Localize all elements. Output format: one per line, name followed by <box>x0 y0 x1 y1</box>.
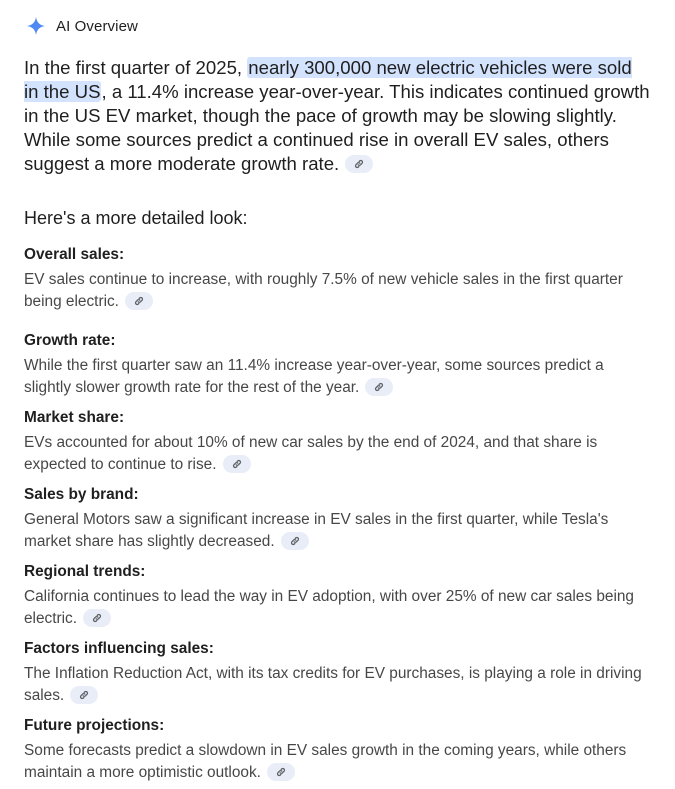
section-title: Market share: <box>24 409 125 426</box>
link-icon <box>276 767 286 777</box>
section-regional-trends <box>24 561 651 630</box>
section-body: General Motors saw a significant increase in EV sales in the first quarter, while Tesla's market share has slightly decreased. <box>24 511 609 550</box>
intro-highlight[interactable]: nearly 300,000 new electric vehicles were sold in the US <box>24 57 632 102</box>
source-link-button[interactable] <box>281 532 309 550</box>
intro-paragraph <box>24 56 651 176</box>
section-body: EV sales continue to increase, with roughly 7.5% of new vehicle sales in the first quarter being electric. <box>24 271 623 310</box>
link-icon <box>92 613 102 623</box>
link-icon <box>290 536 300 546</box>
section-body: While the first quarter saw an 11.4% increase year-over-year, some sources predict a slightly slower growth rate for the rest of the year. <box>24 357 604 396</box>
ai-overview-header <box>24 0 651 52</box>
link-icon <box>232 459 242 469</box>
section-title: Sales by brand: <box>24 486 139 503</box>
source-link-button[interactable] <box>365 378 393 396</box>
detail-heading: Here's a more detailed look: <box>24 208 248 228</box>
source-link-button[interactable] <box>70 686 98 704</box>
source-link-button[interactable] <box>223 455 251 473</box>
link-icon <box>134 296 144 306</box>
section-body: Some forecasts predict a slowdown in EV sales growth in the coming years, while others maintain a more optimistic outlook. <box>24 742 627 781</box>
intro-text-after: , a 11.4% increase year-over-year. This indicates continued growth in the US EV market, though the pace of growth may be slowing slightly. While some sources predict a continued rise in overall EV sales, others suggest a more moderate growth rate. <box>24 81 650 174</box>
link-icon <box>354 159 364 169</box>
section-title: Future projections: <box>24 717 165 734</box>
link-icon <box>79 690 89 700</box>
intro-text-before: In the first quarter of 2025, <box>24 57 248 78</box>
ai-overview-title: AI Overview <box>56 17 138 35</box>
sparkle-icon <box>26 16 46 36</box>
section-body: The Inflation Reduction Act, with its tax credits for EV purchases, is playing a role in driving sales. <box>24 665 642 704</box>
section-growth-rate <box>24 330 651 399</box>
source-link-button[interactable] <box>345 155 373 173</box>
source-link-button[interactable] <box>267 763 295 781</box>
section-title: Overall sales: <box>24 246 125 263</box>
section-body: EVs accounted for about 10% of new car sales by the end of 2024, and that share is expected to continue to rise. <box>24 434 598 473</box>
section-market-share <box>24 407 651 476</box>
section-sales-by-brand <box>24 484 651 553</box>
section-title: Factors influencing sales: <box>24 640 214 657</box>
section-body: California continues to lead the way in EV adoption, with over 25% of new car sales being electric. <box>24 588 634 627</box>
link-icon <box>374 382 384 392</box>
section-future-projections <box>24 715 651 784</box>
source-link-button[interactable] <box>83 609 111 627</box>
section-overall-sales <box>24 244 651 313</box>
section-factors-influencing-sales <box>24 638 651 707</box>
section-title: Regional trends: <box>24 563 146 580</box>
section-title: Growth rate: <box>24 332 116 349</box>
source-link-button[interactable] <box>125 292 153 310</box>
